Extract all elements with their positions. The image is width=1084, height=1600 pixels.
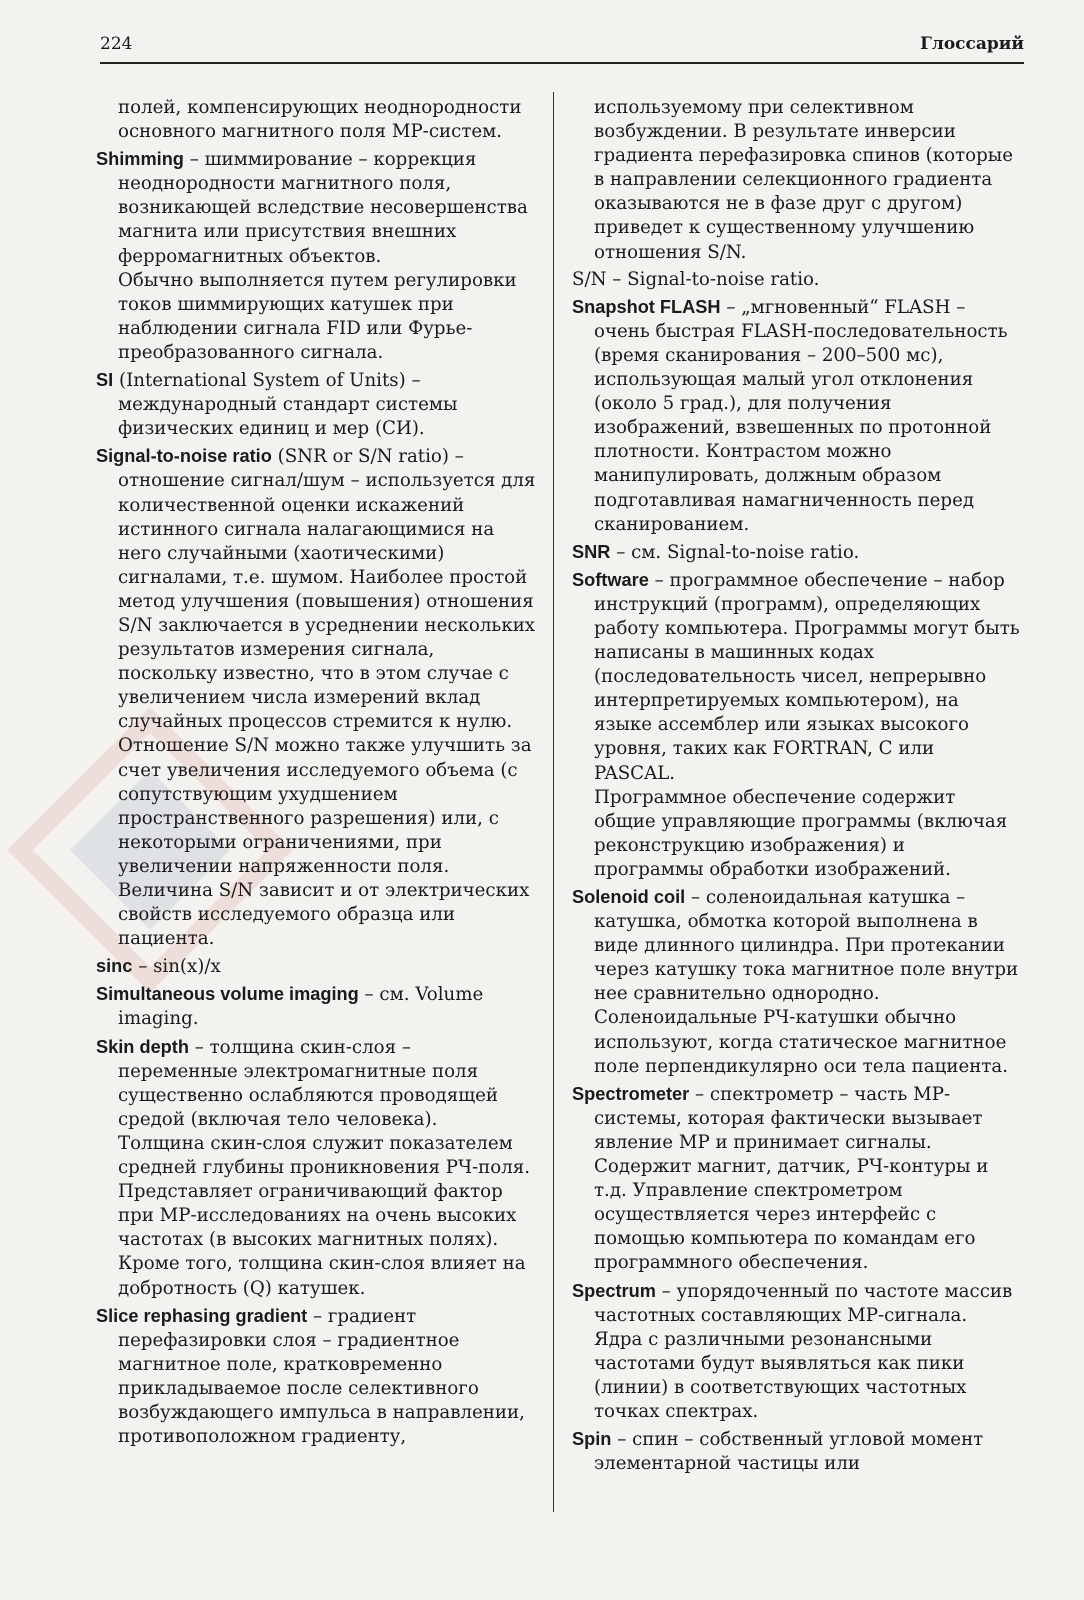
glossary-entry — [572, 568, 1020, 882]
glossary-term: Solenoid coil — [572, 887, 686, 907]
section-title: Глоссарий — [920, 34, 1024, 54]
glossary-term: Simultaneous volume imaging — [96, 984, 359, 1005]
glossary-definition: – см. Signal-to-noise ratio. — [610, 541, 860, 563]
glossary-term: Software — [572, 569, 649, 590]
glossary-entry — [572, 295, 1020, 537]
glossary-entry — [572, 268, 1020, 292]
left-continuation: полей, компенсирующих неоднородности основного магнитного поля МР-систем. — [118, 97, 522, 143]
page-header — [100, 30, 1024, 64]
glossary-definition: – Signal-to-noise ratio. — [606, 268, 820, 290]
glossary-definition-extra: Толщина скин-слоя служит показателем средней глубины проникновения РЧ-поля. Представляет ограничивающий фактор при МР-исследованиях на очень высоких частотах (в высоких магнитных полях). Кроме того, толщина скин-слоя влияет на добротность (Q) катушек. — [118, 1132, 531, 1299]
glossary-definition: (International System of Units) – международный стандарт системы физических единиц и мер (СИ). — [113, 370, 458, 440]
glossary-term: SI — [96, 370, 114, 391]
glossary-definition: (SNR or S/N ratio) – отношение сигнал/шум – используется для количественной оценки искажений истинного сигнала налагающимися на него случайными (хаотическими) сигналами, т.е. шумом. Наиболее простой метод улучшения (повышения) отношения S/N заключается в усреднении нескольких результатов измерения сигнала, поскольку известно, что в этом случае с увеличением числа измерений вклад случайных процессов стремится к нулю. Отношение S/N можно также улучшить за счет увеличения исследуемого объема (с сопутствующим ухудшением пространственного разрешения) или, с некоторыми ограничениями, при увеличении напряженности поля. Величина S/N зависит и от электрических свойств исследуемого образца или пациента. — [118, 446, 536, 950]
right-continuation: используемому при селективном возбуждении. В результате инверсии градиента перефазировка спинов (которые в направлении селекционного градиента оказываются не в фазе друг с другом) приведет к существенному улучшению отношения S/N. — [594, 97, 1013, 263]
glossary-definition-extra: Обычно выполняется путем регулировки токов шиммирующих катушек при наблюдении сигнала FID или Фурье-преобразованного сигнала. — [118, 269, 517, 363]
glossary-term: sinc — [96, 956, 133, 977]
header-rule — [100, 62, 1024, 64]
left-entries — [96, 147, 536, 1449]
glossary-definition: – спин – собственный угловой момент элементарной частицы или — [594, 1429, 984, 1475]
glossary-term: SNR — [572, 541, 611, 562]
glossary-entry — [572, 885, 1020, 1079]
glossary-term: Spectrometer — [572, 1083, 690, 1104]
glossary-term: S/N — [572, 268, 607, 290]
glossary-definition: – толщина скин-слоя – переменные электромагнитные поля существенно ослабляются проводящей средой (включая тело человека). — [118, 1036, 499, 1130]
right-entries — [572, 268, 1020, 1477]
glossary-term: Spin — [572, 1429, 612, 1450]
glossary-term: Skin depth — [96, 1036, 189, 1057]
glossary-definition: – шиммирование – коррекция неоднородности магнитного поля, возникающей вследствие несовершенства магнита или присутствия внешних ферромагнитных объектов. — [118, 149, 528, 267]
glossary-definition: – программное обеспечение – набор инструкций (программ), определяющих работу компьютера. Программы могут быть написаны в машинных кодах (последовательность чисел, непрерывно интерпретируемых компьютером), на языке ассемблер или языках высокого уровня, таких как FORTRAN, C или PASCAL. — [594, 569, 1020, 784]
glossary-definition: – соленоидальная катушка – катушка, обмотка которой выполнена в виде длинного цилиндра. При протекании через катушку тока магнитное поле внутри нее сравнительно однородно. Соленоидальные РЧ-катушки обычно используют, когда статическое магнитное поле перпендикулярно оси тела пациента. — [594, 887, 1019, 1077]
left-column — [96, 96, 536, 1452]
glossary-definition: – sin(x)/x — [132, 956, 221, 978]
glossary-entry — [572, 1279, 1020, 1425]
glossary-definition: – градиент перефазировки слоя – градиентное магнитное поле, кратковременно прикладываемое после селективного возбуждающего импульса в направлении, противоположном градиенту, — [118, 1305, 525, 1448]
right-column — [572, 96, 1020, 1479]
glossary-entry — [96, 1304, 536, 1450]
glossary-term: Slice rephasing gradient — [96, 1305, 308, 1326]
glossary-definition: – упорядоченный по частоте массив частотных составляющих МР-сигнала. Ядра с различными резонансными частотами будут выявляться как пики (линии) в соответствующих частотных точках спектрах. — [594, 1280, 1013, 1422]
glossary-definition: – „мгновенный“ FLASH – очень быстрая FLASH-последовательность (время сканирования – 200–500 мс), использующая малый угол отклонения (около 5 град.), для получения изображений, взвешенных по протонной плотности. Контрастом можно манипулировать, должным образом подготавливая намагниченность перед сканированием. — [594, 296, 1008, 535]
page-number: 224 — [100, 34, 133, 54]
glossary-entry — [96, 147, 536, 365]
glossary-entry — [96, 982, 536, 1031]
glossary-definition-extra: Содержит магнит, датчик, РЧ-контуры и т.д. Управление спектрометром осуществляется через интерфейс с помощью компьютера по командам его программного обеспечения. — [594, 1156, 989, 1274]
glossary-term: Spectrum — [572, 1280, 656, 1301]
glossary-definition: – спектрометр – часть МР-системы, которая фактически вызывает явление МР и принимает сигналы. — [594, 1083, 983, 1153]
glossary-definition: – см. Volume imaging. — [118, 984, 484, 1030]
glossary-term: Snapshot FLASH — [572, 296, 721, 317]
glossary-definition-extra: Программное обеспечение содержит общие управляющие программы (включая реконструкцию изображения) и программы обработки изображений. — [594, 786, 1008, 880]
glossary-entry — [96, 1035, 536, 1301]
glossary-entry — [96, 444, 536, 951]
glossary-entry — [572, 1082, 1020, 1276]
glossary-entry — [96, 954, 536, 979]
glossary-entry — [96, 368, 536, 441]
glossary-term: Shimming — [96, 149, 184, 170]
column-divider — [553, 92, 554, 1512]
glossary-entry — [572, 1427, 1020, 1476]
glossary-entry — [572, 540, 1020, 565]
glossary-term: Signal-to-noise ratio — [96, 446, 272, 467]
